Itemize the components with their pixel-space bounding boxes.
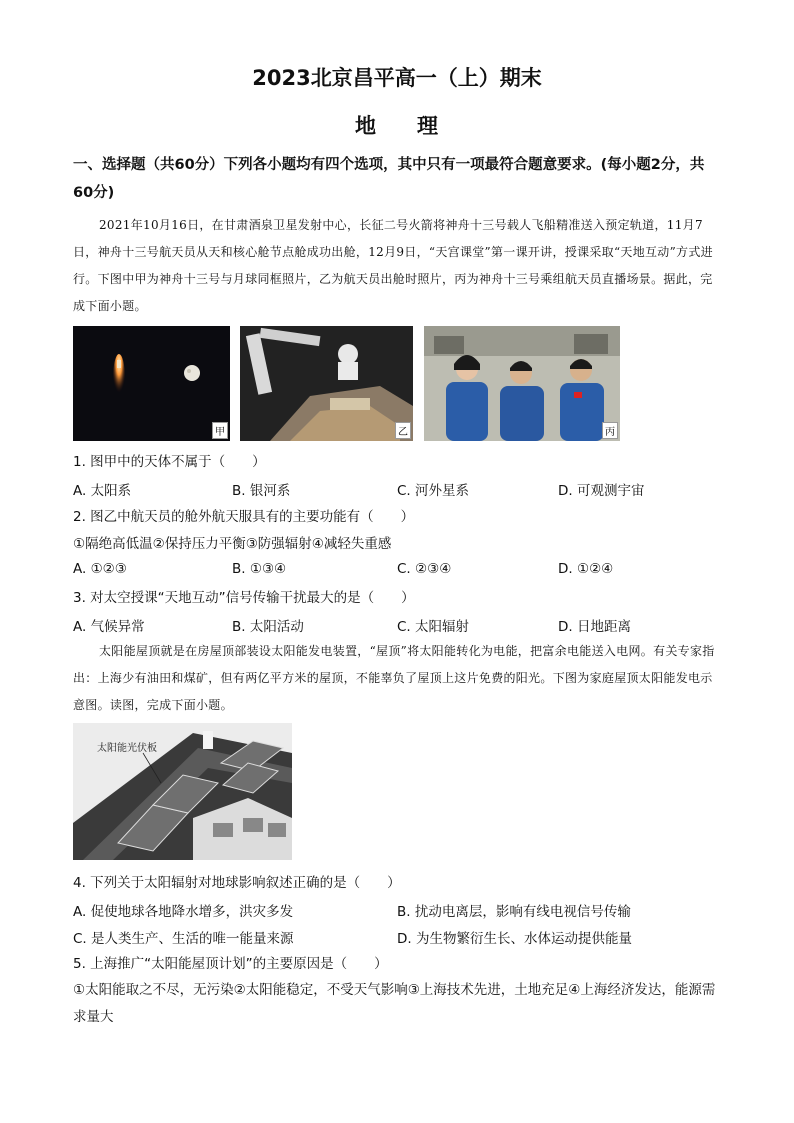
q3-option-d[interactable]: D. 日地距离 — [558, 619, 631, 635]
passage-1-text: 2021年10月16日，在甘肃酒泉卫星发射中心，长征二号火箭将神舟十三号载人飞船精准送入预定轨道，11月7日，神舟十三号航天员从天和核心舱节点舱成功出舱，12月9日，“天宫课堂”第一课开讲，授课采取“天地互动”方式进行。下图中甲为神舟十三号与月球同框照片，乙为航天员出舱时照片，丙为神舟十三号乘组航天员直播场景。据此，完成下面小题。 — [73, 218, 713, 313]
photo-label-bing: 丙 — [602, 422, 618, 439]
question-2-statements: ①隔绝高低温②保持压力平衡③防强辐射④减轻失重感 — [73, 536, 392, 552]
photo-label-jia: 甲 — [212, 422, 228, 439]
q4-option-c[interactable]: C. 是人类生产、生活的唯一能量来源 — [73, 931, 294, 947]
astronauts-image — [424, 326, 620, 441]
q3-option-b[interactable]: B. 太阳活动 — [232, 619, 304, 635]
q3-option-a[interactable]: A. 气候异常 — [73, 619, 145, 635]
q1-option-d[interactable]: D. 可观测宇宙 — [558, 483, 645, 499]
q3-option-c[interactable]: C. 太阳辐射 — [397, 619, 470, 635]
solar-roof-figure — [73, 723, 292, 860]
q2-option-d[interactable]: D. ①②④ — [558, 561, 614, 577]
q4-option-b[interactable]: B. 扰动电离层，影响有线电视信号传输 — [397, 904, 631, 920]
q1-option-b[interactable]: B. 银河系 — [232, 483, 291, 499]
question-3-stem: 3. 对太空授课“天地互动”信号传输干扰最大的是（ ） — [73, 590, 415, 606]
question-5-stem: 5. 上海推广“太阳能屋顶计划”的主要原因是（ ） — [73, 956, 388, 972]
photo-label-yi: 乙 — [395, 422, 411, 439]
q2-option-c[interactable]: C. ②③④ — [397, 561, 452, 577]
q1-option-a[interactable]: A. 太阳系 — [73, 483, 132, 499]
question-4-stem: 4. 下列关于太阳辐射对地球影响叙述正确的是（ ） — [73, 875, 401, 891]
q2-option-a[interactable]: A. ①②③ — [73, 561, 127, 577]
exam-title: 2023北京昌平高一（上）期末 — [252, 66, 542, 90]
question-1-stem: 1. 图甲中的天体不属于（ ） — [73, 454, 266, 470]
section-heading: 一、选择题（共60分）下列各小题均有四个选项，其中只有一项最符合题意要求。(每小题2分，共60分) — [73, 157, 705, 201]
spacewalk-image — [240, 326, 413, 441]
solar-panel-label: 太阳能光伏板 — [97, 743, 157, 754]
passage-2-text: 太阳能屋顶就是在房屋顶部装设太阳能发电装置，“屋顶”将太阳能转化为电能，把富余电能送入电网。有关专家指出：上海少有油田和煤矿，但有两亿平方米的屋顶，不能辜负了屋顶上这片免费的阳光。下图为家庭屋顶太阳能发电示意图。读图，完成下面小题。 — [73, 644, 715, 712]
photo-yi — [240, 326, 413, 441]
q4-option-d[interactable]: D. 为生物繁衍生长、水体运动提供能量 — [397, 931, 632, 947]
question-2-stem: 2. 图乙中航天员的舱外航天服具有的主要功能有（ ） — [73, 509, 415, 525]
q4-option-a[interactable]: A. 促使地球各地降水增多，洪灾多发 — [73, 904, 294, 920]
q2-option-b[interactable]: B. ①③④ — [232, 561, 287, 577]
rocket-moon-image — [73, 326, 230, 441]
passage-2 — [73, 638, 723, 719]
photo-jia — [73, 326, 230, 441]
subject-title — [0, 110, 794, 140]
subject-char-1: 地 — [355, 114, 377, 138]
passage-1 — [73, 212, 723, 320]
photo-bing — [424, 326, 620, 441]
question-5-statements: ①太阳能取之不尽，无污染②太阳能稳定，不受天气影响③上海技术先进，土地充足④上海经济发达，能源需求量大 — [73, 982, 716, 1025]
q1-option-c[interactable]: C. 河外星系 — [397, 483, 470, 499]
subject-char-2: 理 — [417, 114, 439, 138]
